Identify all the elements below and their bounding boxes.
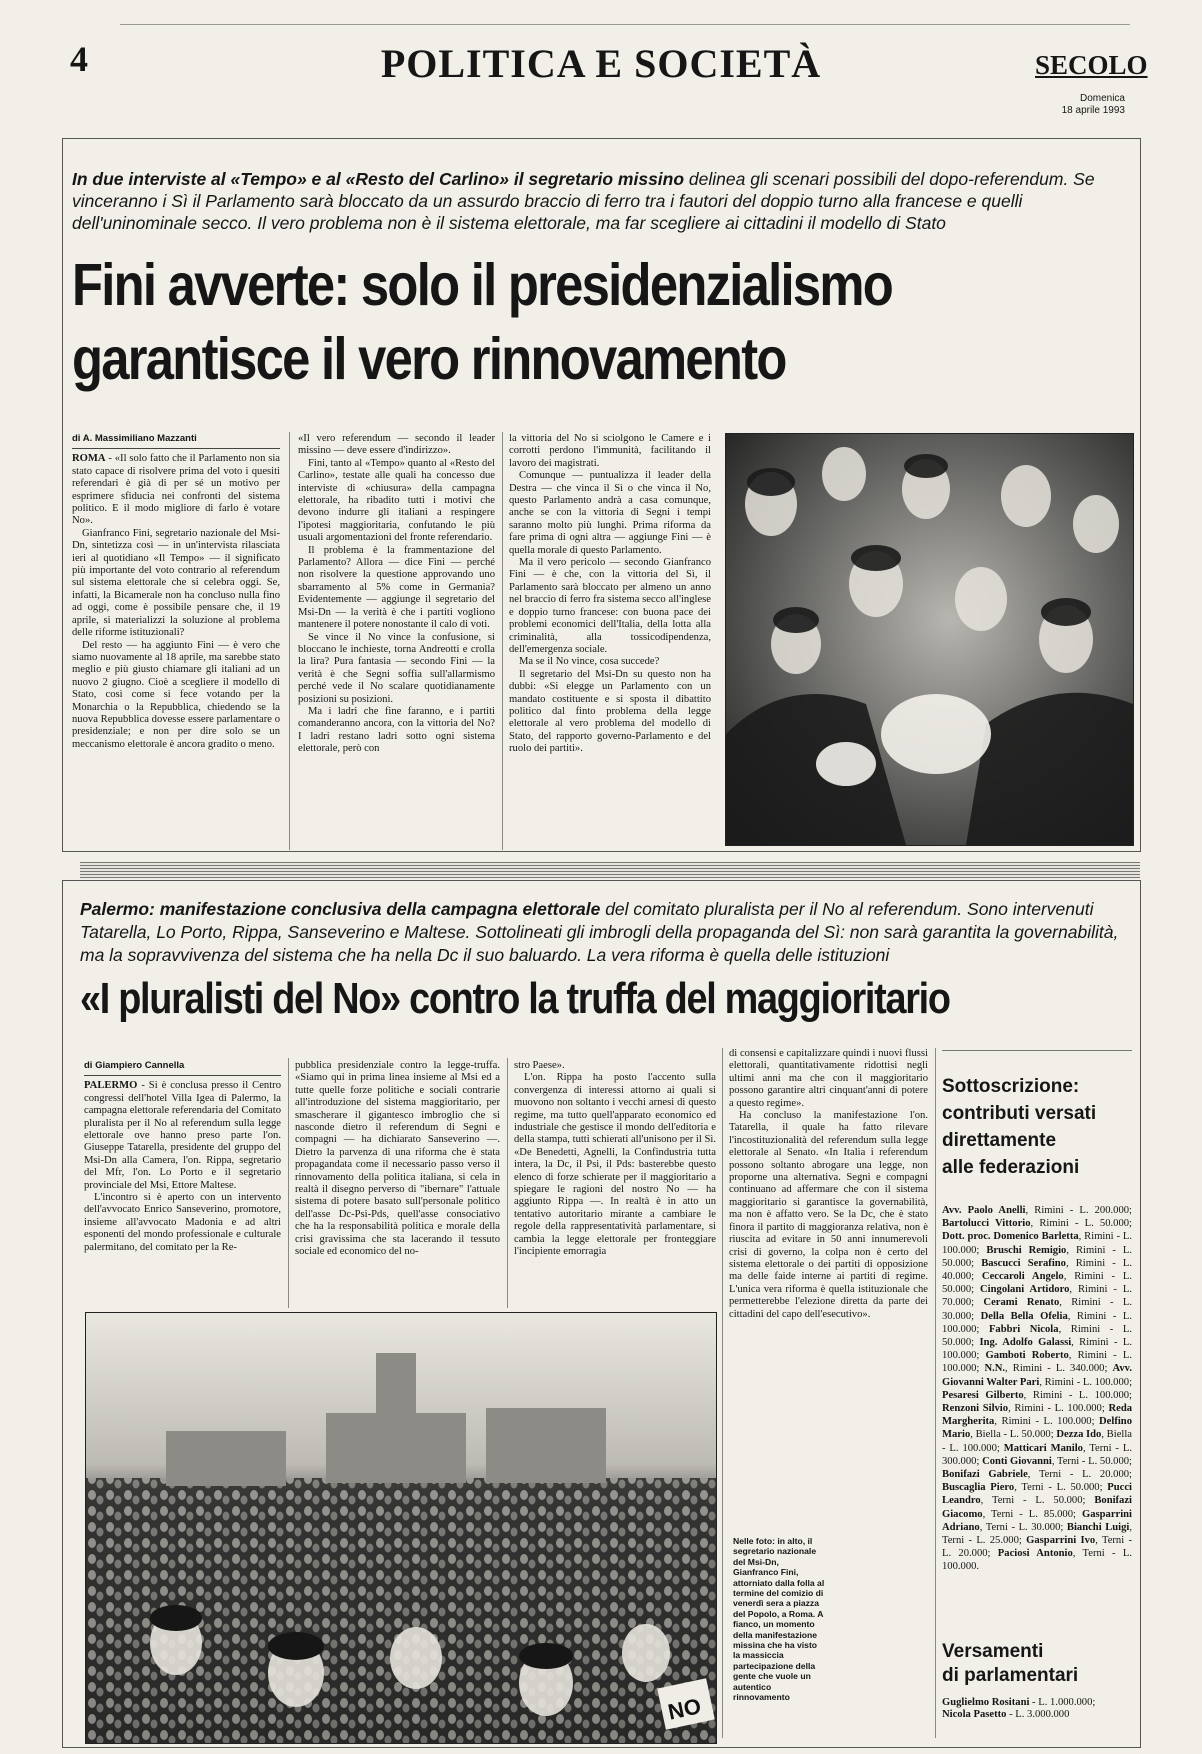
donation-detail: , Biella - L. 100.000; (942, 1429, 1132, 1454)
donation-detail: , Rimini - L. 100.000; (942, 1310, 1132, 1335)
donor-name: Bianchi Luigi (1066, 1521, 1130, 1533)
dateline: ROMA (72, 453, 106, 465)
donation-detail: , Rimini - L. 50.000; (942, 1323, 1132, 1349)
donor-name: Avv. Giovanni Walter Pari (942, 1363, 1132, 1388)
paragraph: Ma il vero pericolo — secondo Gianfranco Fini — è che, con la vittoria del Sì, il Parlamento sarà bloccato per almeno un anno nel braccio di ferro fra sistema secco all'inglese e doppio turno francese: con buona pace dei problemi economici dell'Italia, della lotta alla criminalità, alla tossicodipendenza, dell'emergenza sociale. (509, 557, 711, 655)
donation-detail: - L. 3.000.000 (1006, 1709, 1070, 1720)
article-pluralisti-column-2 (295, 1060, 500, 1307)
kicker-rest: del comitato pluralista per il No al referendum. Sono intervenuti Tatarella, Lo Porto, Rippa, Sanseverino e Maltese. Sottolineati gli imbrogli della propaganda del Sì: non sarà garantita la governabilità, ma la sopravvivenza del sistema che ha nella Dc il suo baluardo. La vera riforma è quella delle istituzioni (80, 899, 1119, 965)
donor-name: Renzoni Silvio (942, 1403, 1009, 1415)
donations-list (942, 1204, 1132, 1609)
paragraph: Ma se il No vince, cosa succede? (519, 656, 660, 668)
donor-name: Delfino Mario (942, 1416, 1132, 1441)
dateline: PALERMO (84, 1080, 138, 1092)
paragraph: «Il vero referendum — secondo il leader missino — deve essere d'indirizzo». (298, 433, 495, 457)
column-rule (288, 1058, 289, 1308)
paragraph: Il problema è la frammentazione del Parlamento? Allora — dice Fini — perché non risolvere la questione approvando uno sbarramento al 5% come in Germania? Evidentemente — aggiunge il segretario del Msi-Dn — la verità è che i partiti vogliono mantenere il potere nonostante il calo di voti. (298, 544, 495, 631)
donation-detail: , Terni - L. 50.000; (1051, 1455, 1132, 1467)
photo-fini-crowd (725, 433, 1134, 846)
donation-detail: , Terni - L. 20.000; (1027, 1469, 1132, 1481)
donor-name: Reda Margherita (942, 1403, 1132, 1428)
byline: di Giampiero Cannella (84, 1060, 281, 1076)
donation-detail: , Rimini - L. 30.000; (942, 1297, 1132, 1322)
donation-detail: , Rimini - L. 100.000; (1023, 1389, 1132, 1401)
donor-name: Ing. Adolfo Galassi (979, 1337, 1072, 1349)
donation-detail: , Biella - L. 50.000; (970, 1429, 1057, 1441)
article-fini-column-3 (509, 433, 711, 853)
donor-name: Bonifazi Giacomo (942, 1495, 1132, 1520)
donor-name: Gamboti Roberto (985, 1350, 1069, 1362)
donor-name: Dott. proc. Domenico Barletta (942, 1231, 1079, 1243)
donor-name: Bonifazi Gabriele (942, 1469, 1028, 1481)
donor-name: Fabbri Nicola (988, 1323, 1059, 1335)
donor-name: Cingolani Artidoro (980, 1284, 1070, 1296)
donation-detail: , Rimini - L. 100.000; (994, 1416, 1100, 1428)
donation-detail: , Terni - L. 25.000; (942, 1521, 1132, 1547)
photo-palermo-rally-image (86, 1313, 716, 1743)
donor-name: Gasparrini Ivo (1026, 1535, 1096, 1547)
paragraph: L'incontro si è aperto con un intervento dell'avvocato Enrico Sanseverino, promotore, insieme all'avvocato Madonia e ad altri esponenti del mondo professionale e culturale palermitano, del comitato per la Re- (84, 1192, 281, 1253)
paragraph: Fini, tanto al «Tempo» quanto al «Resto del Carlino», testate alle quali ha concesso due interviste di «chiusura» della campagna elettorale, ha ribadito tutti i motivi che devono indurre gli italiani a respingere l'ipotesi maggioritaria, confutando le più usuali argomentazioni del fronte referendario. (298, 457, 495, 544)
article-pluralisti-column-3 (514, 1060, 716, 1307)
column-rule (722, 1048, 723, 1738)
donor-name: Guglielmo Rositani (942, 1697, 1030, 1708)
paragraph: PALERMO - Si è conclusa presso il Centro congressi dell'hotel Villa Igea di Palermo, la campagna elettorale referendaria del Comitato pluralista per il No al referendum sulla legge elettorale ove hanno preso parte l'on. Giuseppe Tatarella, presidente del gruppo del Msi-Dn alla Camera, l'on. Rippa, segretario del Mfr, l'on. Lo Porto e il segretario provinciale del Msi, Ettore Maltese. (84, 1080, 281, 1191)
donation-detail: , Rimini - L. 50.000; (1030, 1218, 1132, 1230)
donor-name: Pucci Leandro (942, 1482, 1132, 1507)
donor-name: Matticari Manilo (1003, 1442, 1083, 1454)
article-fini-headline (72, 248, 892, 396)
donation-detail: , Rimini - L. 50.000; (942, 1271, 1132, 1296)
paragraph: la vittoria del No si sciolgono le Camere e i corrotti perdono l'immunità, facilitando il lavoro dei magistrati. (509, 433, 711, 469)
donation-detail: , Rimini - L. 340.000; (1005, 1363, 1113, 1375)
paragraph: Del resto — ha aggiunto Fini — è vero che siamo nuovamente al 18 aprile, ma sarebbe stato meglio e più giusto chiamare gli italiani ad un nuovo 2 giugno. Cioè a scegliere il modello di Stato, così come si fece votando per la Monarchia o la Repubblica, chiedendo se la nuova Repubblica dovesse essere parlamentare o presidenziale; e non per dire solo se un meccanismo elettorale è ancora gradito o meno. (72, 639, 280, 750)
page-number: 4 (70, 39, 88, 79)
byline: di A. Massimiliano Mazzanti (72, 433, 280, 449)
donor-name: Conti Giovanni (982, 1455, 1052, 1467)
donation-detail: , Terni - L. 50.000; (980, 1495, 1095, 1507)
donation-detail: , Rimini - L. 100.000; (1039, 1376, 1132, 1388)
donation-detail: , Rimini - L. 100.000; (942, 1231, 1132, 1256)
paragraph: Se vince il No vince la confusione, si bloccano le inchieste, torna Andreotti e crolla la lira? Pura fantasia — secondo Fini — la verità è che Segni soffia sull'allarmismo perché vede il No scalare quotidianamente posizioni su posizioni. (298, 631, 495, 705)
sidebar-rule (935, 1048, 936, 1738)
photo-caption: Nelle foto: in alto, il segretario nazionale del Msi-Dn, Gianfranco Fini, attorniato dalla folla al termine del comizio di venerdì sera a piazza del Popolo, a Roma. A fianco, un momento della manifestazione missina che ha visto la massiccia partecipazione della gente che vuole un autentico rinnovamento (733, 1536, 825, 1703)
article-fini-kicker (72, 168, 1127, 234)
article-pluralisti-kicker (80, 898, 1125, 967)
donor-name: Gasparrini Adriano (942, 1508, 1132, 1533)
donation-detail: , Terni - L. 100.000. (942, 1548, 1132, 1573)
paragraph: Gianfranco Fini, segretario nazionale del Msi-Dn, sintetizza così — in un'intervista rilasciata ieri al quotidiano «Il Tempo» — il significato più importante del voto contrario al referendum sul sistema elettorale che si celebra oggi. Se, infatti, la Bicamerale non ha concluso nulla fino ad oggi, come è possibile pensare che, il 19 aprile, si materializzi la soluzione al problema delle riforme istituzionali? (72, 527, 280, 639)
parliament-donation (942, 1709, 1132, 1721)
article-pluralisti-column-1 (84, 1060, 281, 1307)
donation-detail: , Rimini - L. 40.000; (942, 1257, 1132, 1283)
headline-line-2: garantisce il vero rinnovamento (72, 326, 786, 392)
paragraph: Ma i ladri che fine faranno, e i partiti comanderanno ancora, con la vittoria del No? I ladri restano ladri sotto ogni sistema elettorale, però con (298, 705, 495, 755)
issue-weekday: Domenica (1079, 93, 1125, 104)
paragraph: pubblica presidenziale contro la legge-truffa. «Siamo qui in prima linea insieme al Msi ed a tutte quelle forze politiche e sociali contrarie all'introduzione del sistema maggioritario, per smascherare il gigantesco imbroglio che si nasconde dietro il referendum di Segni e compagni — ha dichiarato Sanseverino —. Dietro la parvenza di una riforma che è stata propagandata come il necessario passo verso il rinnovamento della politica italiana, si cela in realtà il disegno perverso di "ibernare" l'attuale sistema di potere basato sull'personale politico dell'asse Dc-Psi-Pds, quell'asse consociativo che ha la responsabilità politica e morale della crisi gravissima che sta lacerando il tessuto sociale ed economico del no- (295, 1060, 500, 1258)
donor-name: Cerami Renato (983, 1297, 1060, 1309)
article-separator (80, 862, 1140, 878)
column-rule (507, 1058, 508, 1308)
donor-name: Paciosi Antonio (997, 1548, 1073, 1560)
sidebar-top-rule (942, 1050, 1132, 1051)
donation-detail: , Terni - L. 50.000; (1014, 1482, 1108, 1494)
kicker-rest: delinea gli scenari possibili del dopo-referendum. Se vinceranno i Sì il Parlamento sarà bloccato da un assurdo braccio di ferro tra i fautori del doppio turno alla francese e quelli dell'uninominale secco. Il vero problema non è il sistema elettorale, ma far scegliere ai cittadini il modello di Stato (72, 169, 1095, 233)
article-fini-column-2 (298, 433, 495, 853)
donor-name: N.N. (984, 1363, 1006, 1375)
paragraph: L'on. Rippa ha posto l'accento sulla convergenza di interessi attorno ai quali si muovono non soltanto i vecchi arnesi di questo regime, ma tutto quell'apparato economico ed industriale che gestisce il mondo dell'editoria e della stampa, tutti schierati all'unisono per il Sì. «De Benedetti, Agnelli, la Confindustria tutta intera, la Dc, il Psi, il Pds: basterebbe questo elenco di forze schierate per il maggioritario a spiegare le ragioni del nostro No — ha aggiunto Rippa —. In realtà è in atto un tentativo autoritario mirante a cambiare le regole della rappresentatività parlamentare, si cambia la legge elettorale per fronteggiare l'incipiente emorragia (514, 1072, 716, 1258)
kicker-bold: Palermo: manifestazione conclusiva della campagna elettorale (80, 899, 601, 919)
photo-fini-crowd-image (726, 434, 1133, 845)
issue-date (1010, 93, 1125, 117)
donor-name: Dezza Ido (1056, 1429, 1102, 1441)
donation-detail: , Rimini - L. 100.000; (942, 1337, 1132, 1362)
photo-placard-text: NO (665, 1693, 704, 1725)
issue-full-date: 18 aprile 1993 (1061, 105, 1125, 116)
parliament-donation (942, 1697, 1132, 1709)
donor-name: Nicola Pasetto (942, 1709, 1007, 1720)
donor-name: Ceccaroli Angelo (981, 1271, 1064, 1283)
column-rule (502, 432, 503, 850)
paragraph: Il segretario del Msi-Dn su questo non ha dubbi: «Si elegge un Parlamento con un mandato costituente e si sposta il dibattito politico dal finto problema della legge elettorale al vero problema del modello di Stato, del rapporto governo-Parlamento e del ruolo dei partiti». (509, 668, 711, 755)
column-rule (289, 432, 290, 850)
donation-detail: , Rimini - L. 70.000; (942, 1284, 1132, 1309)
kicker-bold: In due interviste al «Tempo» e al «Resto del Carlino» il segretario missino (72, 169, 685, 189)
donor-name: Bascucci Serafino (981, 1257, 1066, 1269)
section-title: POLITICA E SOCIETÀ (380, 41, 822, 86)
photo-palermo-rally (85, 1312, 717, 1744)
article-pluralisti-headline: «I pluralisti del No» contro la truffa del maggioritario (80, 974, 950, 1023)
donation-detail: , Terni - L. 85.000; (982, 1508, 1082, 1520)
article-fini-column-1 (72, 433, 280, 853)
parliament-donations-list (942, 1697, 1132, 1721)
paragraph: Comunque — puntualizza il leader della Destra — che vinca il Sì o che vinca il No, questo Parlamento andrà a casa comunque, anche se con la vittoria di Segni i tempi saranno molto più lunghi. Prima riforma da fare prima di ogni altra — aggiunge Fini — è quella morale di questo Parlamento. (509, 470, 711, 556)
donor-name: Avv. Paolo Anelli (942, 1205, 1026, 1216)
donation-detail: , Terni - L. 20.000; (942, 1535, 1132, 1560)
donor-name: Bruschi Remigio (986, 1244, 1067, 1256)
top-rule (120, 24, 1130, 25)
sidebar-title: Sottoscrizione: contributi versati direttamente alle federazioni (942, 1076, 1097, 1178)
article-pluralisti-column-4 (729, 1048, 928, 1410)
donor-name: Pesaresi Gilberto (942, 1389, 1024, 1401)
donation-detail: , Terni - L. 300.000; (942, 1442, 1132, 1467)
donor-name: Buscaglia Piero (942, 1482, 1015, 1494)
paragraph: ROMA - «Il solo fatto che il Parlamento non sia stato capace di risolvere prima del voto i quesiti referendari è già di per sé un motivo per esprimere sfiducia nei confronti del sistema politico. E il modo migliore di farlo è votare No». (72, 453, 280, 527)
newspaper-name: SECOLO (1035, 50, 1148, 80)
donation-detail: - L. 1.000.000; (1029, 1697, 1096, 1708)
headline-line-1: Fini avverte: solo il presidenzialismo (72, 252, 893, 318)
donor-name: Della Bella Ofelia (980, 1310, 1068, 1322)
donation-detail: , Rimini - L. 50.000; (942, 1244, 1132, 1269)
donation-detail: , Rimini - L. 100.000; (942, 1350, 1132, 1375)
paragraph: stro Paese». (514, 1060, 565, 1071)
paragraph: Ha concluso la manifestazione l'on. Tatarella, il quale ha fatto rilevare l'incostituzionalità del referendum sulla legge elettorale al Senato. «In Italia i referendum possono soltanto abrogare una legge, non proporne una alternativa. Segni e compagni continuano ad affermare che con il sistema maggioritario si garantisce la governabilità, ma non è affatto vero. Se la Dc, che è stato finora il partito di maggioranza relativa, non è riuscita ad evitare in 50 anni innumerevoli crisi di governo, la colpa non è certo del sistema elettorale o dei partiti di opposizione ma delle faide interne ai partiti di regime. L'unica vera riforma è quella istituzionale che permetterebbe l'elezione diretta da parte dei cittadini del capo dell'esecutivo». (729, 1110, 928, 1320)
donor-name: Bartolucci Vittorio (942, 1218, 1031, 1230)
donation-detail: , Rimini - L. 100.000; (1008, 1403, 1109, 1415)
donation-detail: , Rimini - L. 200.000; (1025, 1205, 1132, 1216)
donation-detail: , Terni - L. 30.000; (979, 1521, 1067, 1533)
sidebar-subtitle: Versamenti di parlamentari (942, 1641, 1079, 1686)
paragraph: di consensi e capitalizzare quindi i nuovi flussi elettorali, quantitativamente ridottisi negli ultimi anni ma che con il maggioritario possono garantire altri cinquant'anni di potere a questo regime». (729, 1048, 928, 1109)
